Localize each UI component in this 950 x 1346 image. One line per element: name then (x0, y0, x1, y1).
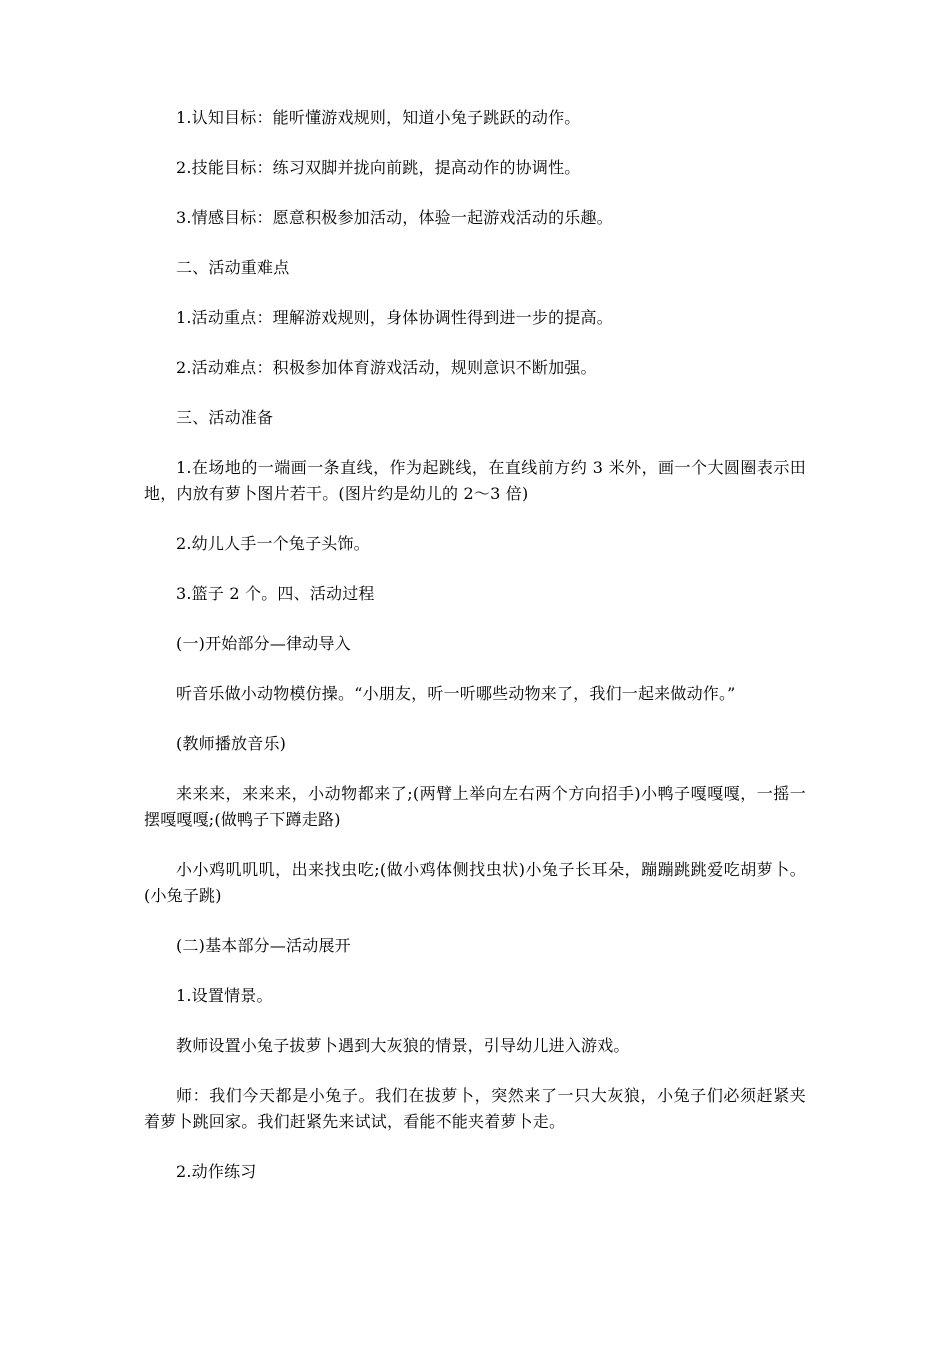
subsection-heading: (二)基本部分—活动展开 (176, 936, 351, 955)
paragraph: 师：我们今天都是小兔子。我们在拔萝卜，突然来了一只大灰狼，小兔子们必须赶紧夹着萝卜跳回家。我们赶紧先来试试，看能不能夹着萝卜走。 (144, 1086, 806, 1131)
section-heading: 二、活动重难点 (176, 258, 290, 277)
paragraph: 来来来，来来来，小动物都来了;(两臂上举向左右两个方向招手)小鸭子嘎嘎嘎，一摇一摆嘎嘎嘎;(做鸭子下蹲走路) (144, 784, 806, 829)
paragraph: 2.技能目标：练习双脚并拢向前跳，提高动作的协调性。 (176, 158, 581, 177)
paragraph: 1.在场地的一端画一条直线，作为起跳线，在直线前方约 3 米外，画一个大圆圈表示田地，内放有萝卜图片若干。(图片约是幼儿的 2～3 倍) (144, 458, 806, 503)
paragraph: 3.篮子 2 个。四、活动过程 (176, 584, 375, 603)
paragraph: 听音乐做小动物模仿操。“小朋友，听一听哪些动物来了，我们一起来做动作。” (176, 684, 736, 703)
paragraph: 1.活动重点：理解游戏规则，身体协调性得到进一步的提高。 (176, 308, 613, 327)
paragraph: 2.幼儿人手一个兔子头饰。 (176, 534, 370, 553)
paragraph: 教师设置小兔子拔萝卜遇到大灰狼的情景，引导幼儿进入游戏。 (176, 1036, 630, 1055)
paragraph: 3.情感目标：愿意积极参加活动，体验一起游戏活动的乐趣。 (176, 208, 613, 227)
document-body (144, 105, 806, 1209)
paragraph: 小小鸡叽叽叽，出来找虫吃;(做小鸡体侧找虫状)小兔子长耳朵，蹦蹦跳跳爱吃胡萝卜。(小兔子跳) (144, 860, 806, 905)
paragraph: 2.动作练习 (176, 1162, 257, 1181)
paragraph: 1.认知目标：能听懂游戏规则，知道小兔子跳跃的动作。 (176, 108, 581, 127)
section-heading: 三、活动准备 (176, 408, 274, 427)
paragraph: 2.活动难点：积极参加体育游戏活动，规则意识不断加强。 (176, 358, 597, 377)
paragraph: (教师播放音乐) (176, 734, 287, 753)
paragraph: 1.设置情景。 (176, 986, 273, 1005)
subsection-heading: (一)开始部分—律动导入 (176, 634, 351, 653)
